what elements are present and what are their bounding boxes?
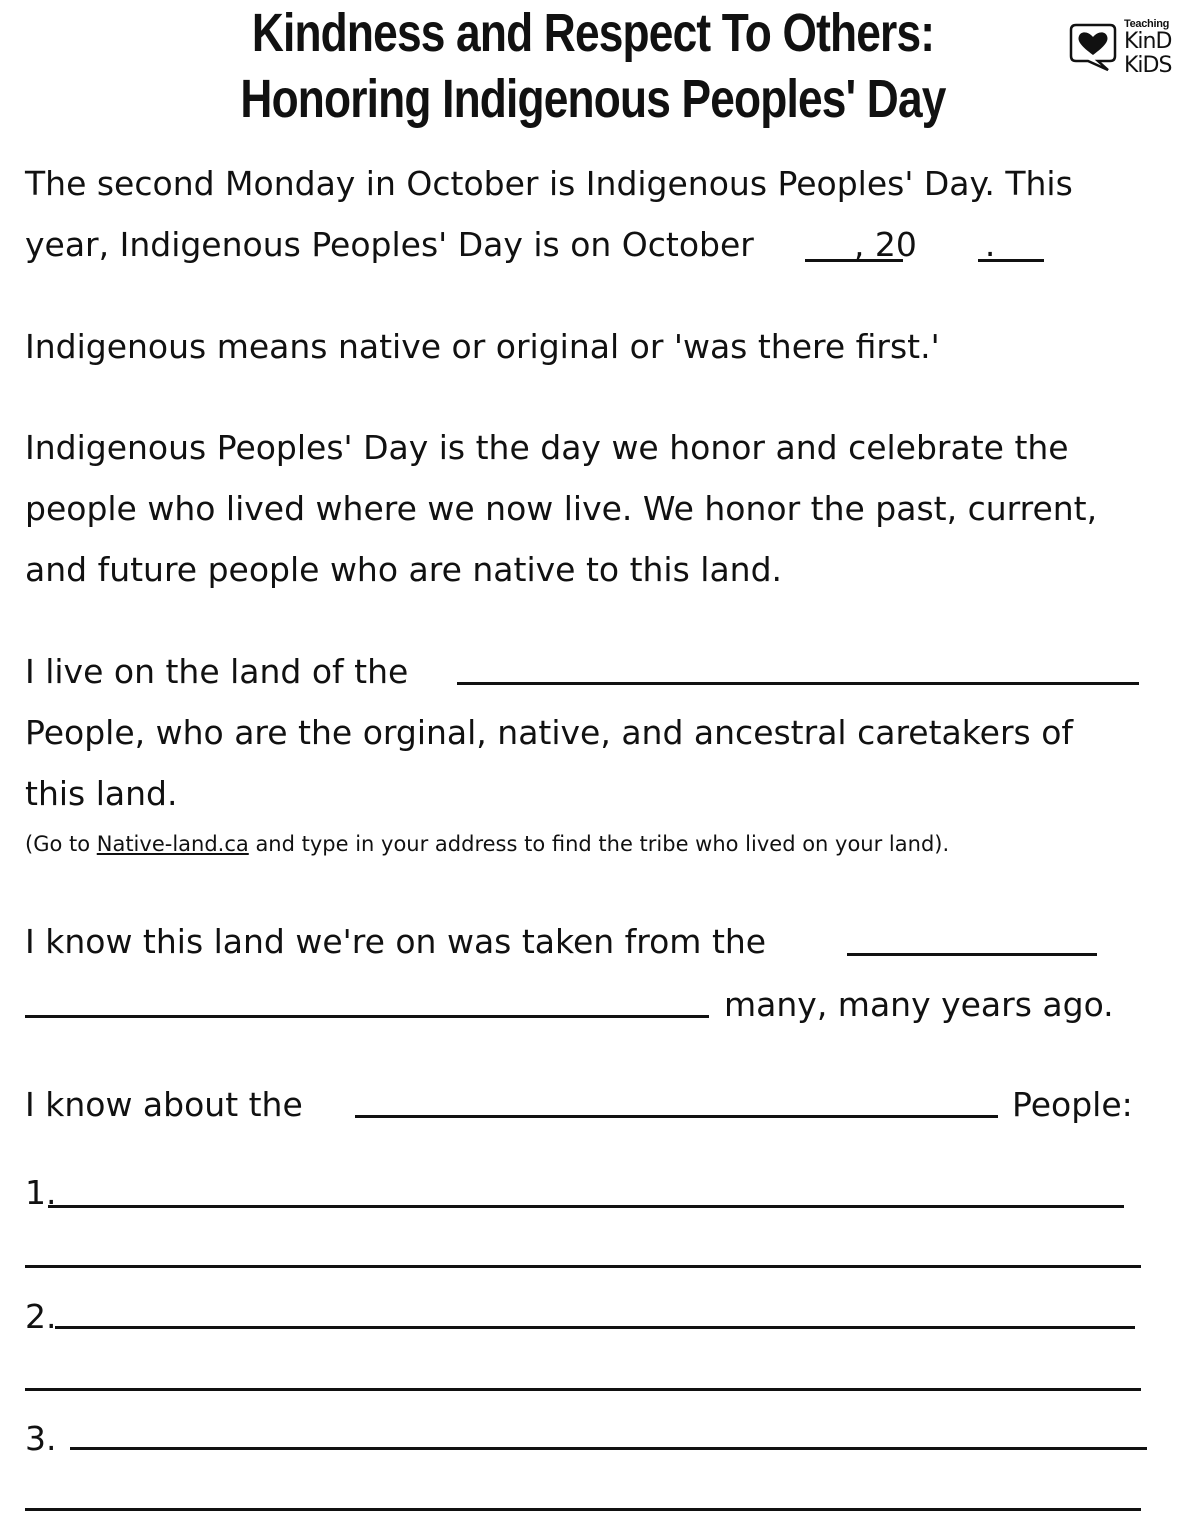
taken-from-blank-1[interactable] xyxy=(847,953,1097,956)
paragraph-4-line-3: this land. xyxy=(25,774,178,813)
taken-from-blank-2[interactable] xyxy=(25,1015,709,1018)
paragraph-6-line-1-b: People: xyxy=(1012,1085,1133,1124)
list-item-2-blank-2[interactable] xyxy=(25,1388,1141,1391)
logo-text-line-1: KinD xyxy=(1124,29,1172,54)
paragraph-4-line-1: I live on the land of the xyxy=(25,652,409,691)
list-item-1-number: 1. xyxy=(25,1173,57,1212)
paragraph-2-line-1: Indigenous means native or original or 'was there first.' xyxy=(25,327,940,366)
paragraph-3-line-3: and future people who are native to this land. xyxy=(25,550,783,589)
date-day-blank[interactable] xyxy=(805,259,903,262)
page-title-line-2: Honoring Indigenous Peoples' Day xyxy=(240,69,946,129)
paragraph-4-line-2: People, who are the orginal, native, and ancestral caretakers of xyxy=(25,713,1074,752)
paragraph-5-line-2: many, many years ago. xyxy=(724,985,1114,1024)
page-title-line-1: Kindness and Respect To Others: xyxy=(251,3,935,63)
native-land-link[interactable]: Native-land.ca xyxy=(96,832,249,856)
list-item-3-blank[interactable] xyxy=(70,1447,1147,1450)
native-land-note: (Go to Native-land.ca and type in your address to find the tribe who lived on your land). xyxy=(25,832,950,856)
list-item-3-blank-2[interactable] xyxy=(25,1508,1141,1511)
date-year-blank[interactable] xyxy=(978,259,1044,262)
logo-small-text: Teaching xyxy=(1124,18,1170,30)
list-item-1-blank-2[interactable] xyxy=(25,1265,1141,1268)
paragraph-3-line-2: people who lived where we now live. We honor the past, current, xyxy=(25,489,1098,528)
heart-speech-bubble-icon xyxy=(1068,22,1118,72)
paragraph-1-line-1: The second Monday in October is Indigenous Peoples' Day. This xyxy=(25,164,1073,203)
logo-text-line-2: KiDS xyxy=(1124,53,1172,78)
paragraph-5-line-1: I know this land we're on was taken from the xyxy=(25,922,767,961)
list-item-3-number: 3. xyxy=(25,1419,57,1458)
teaching-kind-kids-logo xyxy=(1066,18,1178,82)
list-item-2-number: 2. xyxy=(25,1297,57,1336)
list-item-2-blank[interactable] xyxy=(55,1326,1135,1329)
tribe-name-blank[interactable] xyxy=(457,682,1139,685)
people-name-blank[interactable] xyxy=(355,1115,998,1118)
paragraph-1-text-c: . xyxy=(984,225,996,264)
list-item-1-blank[interactable] xyxy=(48,1205,1124,1208)
paragraph-6-line-1-a: I know about the xyxy=(25,1085,303,1124)
paragraph-1-text-b: , 20 xyxy=(853,225,917,264)
paragraph-3-line-1: Indigenous Peoples' Day is the day we honor and celebrate the xyxy=(25,428,1069,467)
paragraph-1-text-a: year, Indigenous Peoples' Day is on October xyxy=(25,225,754,264)
